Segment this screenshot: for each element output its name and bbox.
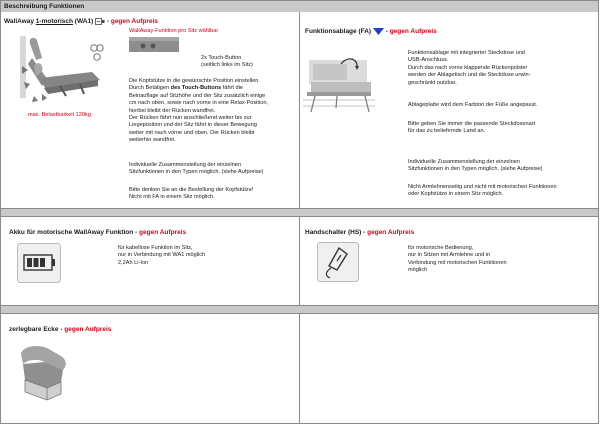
hand-switch-icon	[317, 242, 359, 282]
ecke-title: zerlegbare Ecke - gegen Aufpreis	[9, 326, 112, 333]
row-line	[0, 313, 599, 314]
corner-sofa-image	[17, 342, 69, 402]
row-separator	[1, 209, 598, 216]
touch-button-image	[129, 37, 179, 52]
motor-icon	[95, 18, 105, 25]
funktionsablage-combination-note: Individuelle Zusammenstellung der einzelnen Sitzfunktionen in den Typen möglich. (siehe Aufpreise)	[408, 159, 543, 173]
funktionsablage-socket-note: Bitte geben Sie immer die passende Steckdosenart für das zu beliefernde Land an.	[408, 121, 536, 135]
section-header	[1, 1, 598, 12]
touch-button-note: 2x Touch-Button (seitlich links im Sitz)	[201, 55, 253, 69]
handschalter-title: Handschalter (HS) - gegen Aufpreis	[305, 229, 415, 236]
akku-title: Akku für motorische WallAway Funktion - gegen Aufpreis	[9, 229, 187, 236]
wallaway-title: WallAway 1-motorisch (WA1) - gegen Aufpreis	[4, 18, 158, 26]
funktionsablage-color-note: Ablageplatte wird dem Farbton der Füße angepasst.	[408, 102, 538, 108]
column-divider	[299, 12, 300, 424]
dropdown-arrow-icon	[373, 28, 384, 35]
row-line	[0, 216, 599, 217]
wallaway-chair-image	[20, 36, 106, 110]
section-header-title: Beschreibung Funktionen	[4, 3, 85, 10]
funktionsablage-description: Funktionsablage mit integrierter Steckdose und USB-Anschluss. Durch das nach vorne klappende Rückenpolster werden der Ablagetisch und die Steckdose urwin- geschränkt nutzbar.	[408, 50, 531, 86]
max-load-note: max. Belastbarkeit 120kg	[28, 112, 91, 118]
handschalter-description: für motorische Bedienung, nur in Sitzen mit Armlehne und in Verbindung mit motorischen Funktionen möglich	[408, 245, 507, 274]
funktionsablage-restriction-note: Nicht Armlehnenseitig und nicht mit motorischen Funktionen oder Kopfstütze in einem Sitz möglich.	[408, 184, 557, 198]
row-line	[0, 208, 599, 209]
akku-description: für kabellose Funktion im Sitz, nur in Verbindung mit WA1 möglich 2,2Ah Li-Ion	[118, 245, 206, 266]
row-separator	[1, 306, 598, 313]
funktionsablage-image	[303, 48, 375, 114]
wallaway-combination-note: Individuelle Zusammenstellung der einzelnen Sitzfunktionen in den Typen möglich. (siehe Aufpreise)	[129, 162, 264, 176]
wallaway-description: Die Kopfstütze in die gewünschte Position einstellen. Durch Betätigen des Touch-Buttons fährt die Beinauflage auf Sitzhöhe und der Sitz zusätzlich einige cm nach oben, sowie nach vorne in eine Relax-Position, hierbei bleibt der Rücken wandfrei. Der Rücken fährt nun anschließend weiter bis zur Liegeposition und der Sitz fährt in dieser Bewegung weiter mit nach vorne und oben. Der Rücken bleibt weiterhin wandfrei.	[129, 78, 268, 144]
funktionsablage-title: Funktionsablage (FA) - gegen Aufpreis	[305, 28, 437, 36]
wallaway-subtitle: WallAway-Funktion pro Sitz wählbar	[129, 28, 219, 34]
row-line	[0, 305, 599, 306]
wallaway-order-note: Bitte denken Sie an die Bestellung der Kopfstütze! Nicht mit FA in einem Sitz möglich.	[129, 187, 254, 201]
battery-icon	[17, 243, 61, 283]
